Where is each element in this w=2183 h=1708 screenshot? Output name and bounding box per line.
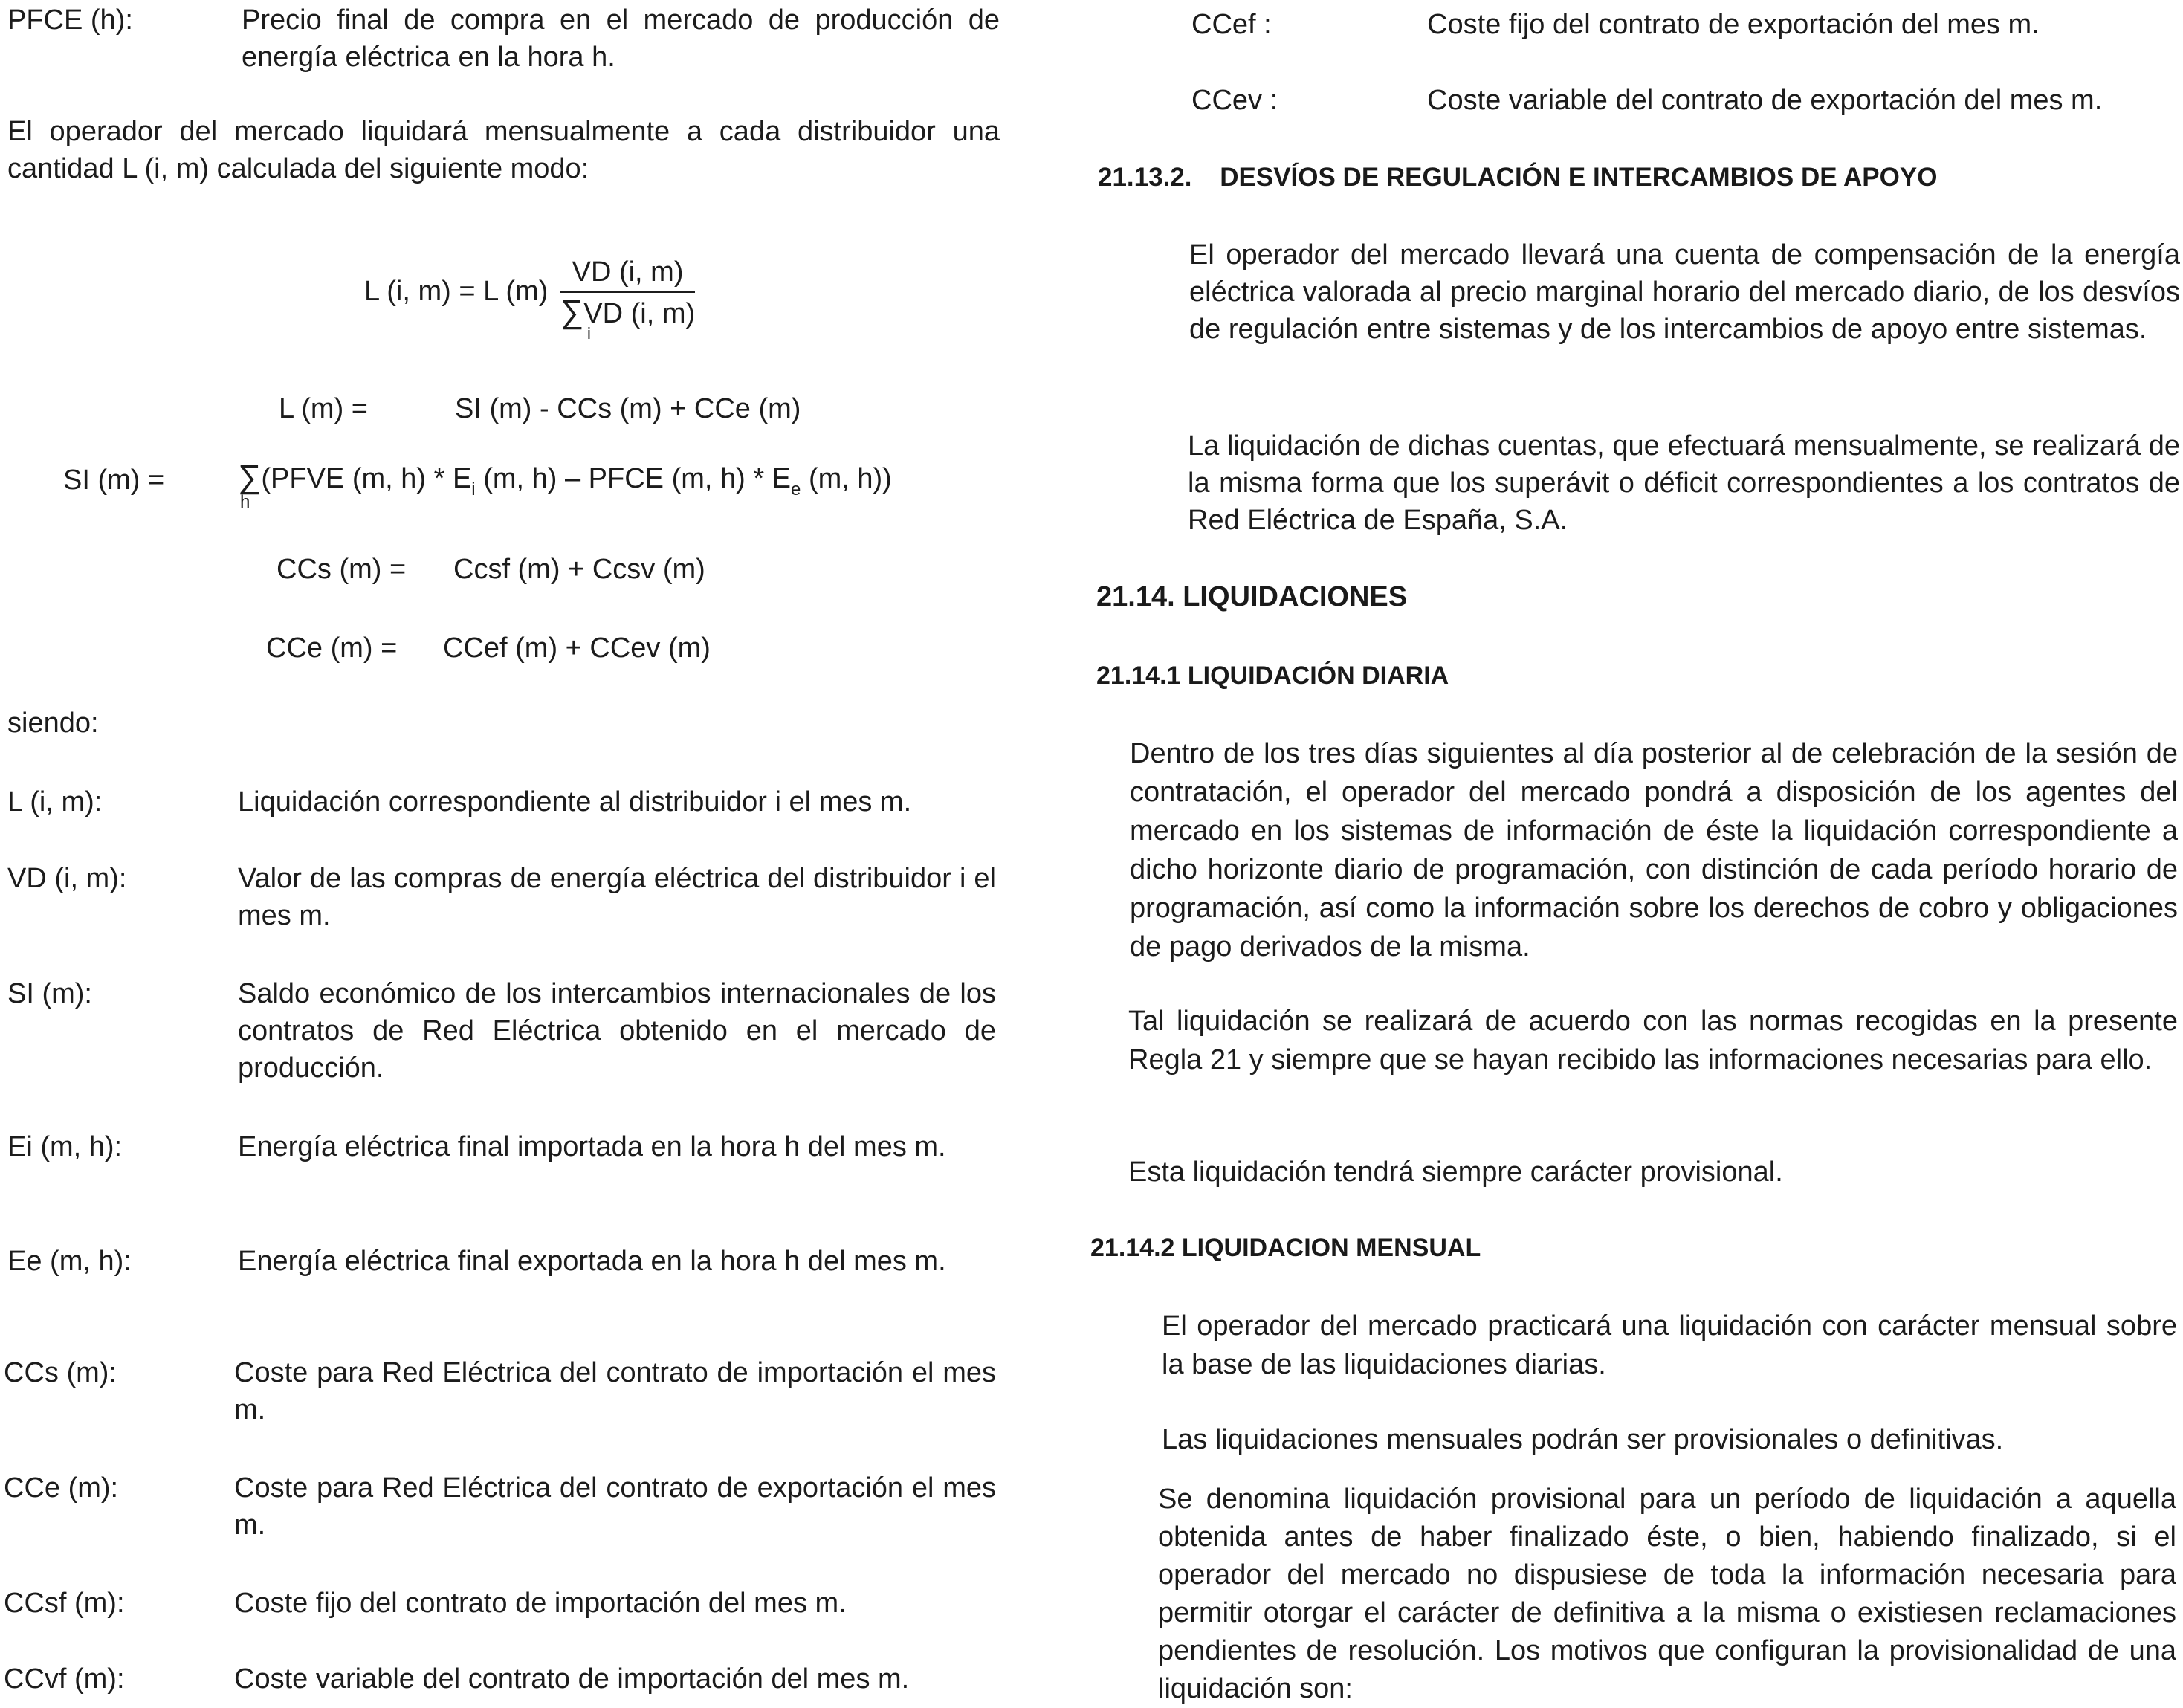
definition-description: Energía eléctrica final exportada en la hora h del mes m. (238, 1246, 946, 1277)
subscript: e (791, 479, 801, 499)
definition-term: CCsf (m): (4, 1588, 125, 1619)
formula-cce-lhs: CCe (m) = (266, 633, 398, 664)
formula-ccs-lhs: CCs (m) = (276, 554, 407, 585)
definition-description: Precio final de compra en el mercado de producción de energía eléctrica en la hora h. (242, 4, 1000, 73)
sum-index: h (240, 492, 250, 512)
definition-description: Coste fijo del contrato de exportación del mes m. (1427, 9, 2040, 40)
formula-lhs: L (i, m) = L (m) (364, 276, 549, 308)
paragraph: El operador del mercado practicará una liquidación con carácter mensual sobre la base de las liquidaciones diarias. (1162, 1310, 2177, 1380)
fraction-denominator-text: VD (i, m) (583, 298, 696, 329)
formula-si-lhs: SI (m) = (63, 465, 165, 496)
section-heading: 21.14.1 LIQUIDACIÓN DIARIA (1096, 661, 1449, 690)
definition-description: Coste para Red Eléctrica del contrato de exportación el mes m. (234, 1472, 996, 1541)
fraction (560, 256, 695, 330)
definition-term: Ei (m, h): (7, 1131, 123, 1162)
sum-sigma: ∑ (560, 294, 584, 330)
section-heading (1098, 161, 1937, 195)
intro-paragraph: El operador del mercado liquidará mensualmente a cada distribuidor una cantidad L (i, m) calculada del siguiente modo: (7, 116, 1000, 184)
definition-term: VD (i, m): (7, 863, 127, 894)
sum-index: i (587, 324, 591, 343)
definition-description: Coste para Red Eléctrica del contrato de importación el mes m. (234, 1357, 996, 1426)
definition-term: CCe (m): (4, 1472, 119, 1504)
formula-l-im (364, 256, 695, 330)
formula-si-part: (m, h)) (801, 463, 892, 494)
definition-description: Liquidación correspondiente al distribuidor i el mes m. (238, 786, 912, 818)
formula-ccs-rhs: Ccsf (m) + Ccsv (m) (453, 554, 705, 585)
definition-description: Coste variable del contrato de exportación del mes m. (1427, 85, 2103, 116)
paragraph: Dentro de los tres días siguientes al día posterior al de celebración de la sesión de contratación, el operador del mercado pondrá a disposición de los agentes del mercado en los sistemas de información de éste la liquidación correspondiente a dicho horizonte diario de programación, con distinción de cada período horario de programación, así como la información sobre los derechos de cobro y obligaciones de pago derivados de la misma. (1130, 738, 2178, 963)
definition-description: Coste variable del contrato de importación del mes m. (234, 1663, 910, 1695)
formula-cce-rhs: CCef (m) + CCev (m) (443, 633, 711, 664)
fraction-denominator (560, 293, 695, 330)
definition-term: CCef : (1191, 9, 1272, 40)
definition-description: Valor de las compras de energía eléctrica del distribuidor i el mes m. (238, 863, 996, 931)
definition-description: Energía eléctrica final importada en la hora h del mes m. (238, 1131, 946, 1162)
subscript: i (471, 479, 476, 499)
definition-term: L (i, m): (7, 786, 103, 818)
paragraph: El operador del mercado llevará una cuenta de compensación de la energía eléctrica valorada al precio marginal horario del mercado diario, de los desvíos de regulación entre sistemas y de los intercambios de apoyo entre sistemas. (1189, 239, 2180, 345)
definition-term: CCev : (1191, 85, 1278, 116)
paragraph: Se denomina liquidación provisional para un período de liquidación a aquella obtenida antes de haber finalizado éste, o bien, habiendo finalizado, si el operador del mercado no dispusiese de toda la información necesaria para permitir otorgar el carácter de definitiva a la misma o existiesen reclamaciones pendientes de resolución. Los motivos que configuran la provisionalidad de una liquidación son: (1158, 1484, 2176, 1704)
formula-lm-rhs: SI (m) - CCs (m) + CCe (m) (455, 393, 801, 424)
section-title: DESVÍOS DE REGULACIÓN E INTERCAMBIOS DE APOYO (1220, 163, 1938, 192)
sum-sigma: ∑ (238, 459, 262, 495)
definition-term: PFCE (h): (7, 4, 133, 36)
formula-si-part: (PFVE (m, h) * E (261, 463, 472, 494)
formula-lm-lhs: L (m) = (279, 393, 368, 424)
definition-term: Ee (m, h): (7, 1246, 132, 1277)
definition-term: SI (m): (7, 978, 92, 1009)
definition-description: Coste fijo del contrato de importación del mes m. (234, 1588, 847, 1619)
section-heading: 21.14.2 LIQUIDACION MENSUAL (1090, 1234, 1481, 1262)
paragraph: Esta liquidación tendrá siempre carácter provisional. (1128, 1157, 1783, 1188)
definition-description: Saldo económico de los intercambios internacionales de los contratos de Red Eléctrica obtenido en el mercado de producción. (238, 978, 996, 1084)
definition-term: CCs (m): (4, 1357, 117, 1388)
section-number: 21.13.2. (1098, 163, 1192, 192)
formula-si-rhs (238, 461, 892, 499)
section-heading: 21.14. LIQUIDACIONES (1096, 581, 1408, 612)
definition-term: CCvf (m): (4, 1663, 125, 1695)
fraction-numerator: VD (i, m) (560, 256, 695, 293)
siendo-label: siendo: (7, 708, 99, 739)
paragraph: Las liquidaciones mensuales podrán ser provisionales o definitivas. (1162, 1424, 2004, 1455)
paragraph: La liquidación de dichas cuentas, que efectuará mensualmente, se realizará de la misma forma que los superávit o déficit correspondientes a los contratos de Red Eléctrica de España, S.A. (1188, 430, 2180, 536)
formula-si-part: (m, h) – PFCE (m, h) * E (475, 463, 792, 494)
paragraph: Tal liquidación se realizará de acuerdo con las normas recogidas en la presente Regla 21 y siempre que se hayan recibido las informaciones necesarias para ello. (1128, 1006, 2178, 1075)
